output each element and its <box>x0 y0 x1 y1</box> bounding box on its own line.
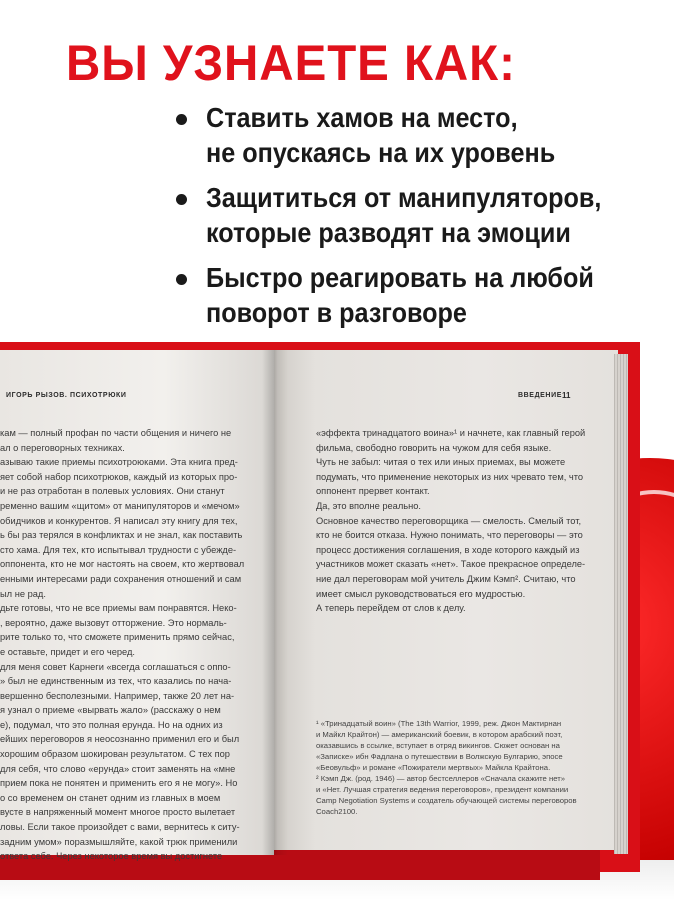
text-line: фильма, свободно говорить на чужом для себя языке. <box>316 442 552 453</box>
text-line: вусте в напряженный момент многое просто вылетает <box>0 807 236 818</box>
text-line: хорошим образом шокирован результатом. С тех пор <box>0 749 230 760</box>
text-line: ыл не рад. <box>0 588 46 599</box>
text-line: е оставьте, придет и его черед. <box>0 646 136 657</box>
text-line: о со временем он станет одним из главных в моем <box>0 792 221 803</box>
text-line: Чуть не забыл: читая о тех или иных приемах, вы можете <box>316 457 566 468</box>
text-line: ¹ «Тринадцатый воин» (The 13th Warrior, 1999, реж. Джон Мактирнан <box>316 719 562 728</box>
book-gutter <box>262 350 288 855</box>
open-book-photo <box>0 330 674 899</box>
benefit-line: поворот в разговоре <box>206 297 467 328</box>
text-line: дьте готовы, что не все приемы вам понравятся. Неко- <box>0 603 237 614</box>
text-line: и Майкл Крайтон) — американский боевик, в котором арабский поэт, <box>316 730 563 739</box>
text-line: задним умом» поразмышляйте, какой трюк применили <box>0 836 238 847</box>
benefit-line: которые разводят на эмоции <box>206 217 571 248</box>
text-line: азываю такие приемы психотроюками. Эта книга пред- <box>0 457 238 468</box>
text-line: для себя, что слово «ерунда» стоит заменять на «мне <box>0 763 236 774</box>
right-running-head: ВВЕДЕНИЕ <box>518 392 562 399</box>
text-line: ние дал переговорам мой учитель Джим Кэмп². Считаю, что <box>316 573 576 584</box>
text-line: «Беовульф» и романе «Пожиратели мертвых» Майкла Крайтона. <box>316 763 551 772</box>
benefit-list <box>176 100 645 340</box>
text-line: , вероятно, даже вызовут отторжение. Это нормаль- <box>0 617 227 628</box>
text-line: А теперь перейдем от слов к делу. <box>316 603 466 614</box>
text-line: ² Кэмп Дж. (род. 1946) — автор бестселлеров «Сначала скажите нет» <box>316 774 566 783</box>
text-line: ал о переговорных техниках. <box>0 442 125 453</box>
text-line: вершенно бесполезными. Например, также 20 лет на- <box>0 690 235 701</box>
text-line: ответа себе. Через некоторое время вы достигнете <box>0 851 223 862</box>
text-line: кто не боится отказа. Нужно понимать, что переговоры — это <box>316 530 583 541</box>
page-edges <box>614 354 628 854</box>
text-line: участников может сказать «нет». Такое прекрасное определе- <box>316 559 586 570</box>
left-running-head: ИГОРЬ РЫЗОВ. ПСИХОТРЮКИ <box>6 392 127 399</box>
benefit-line: не опускаясь на их уровень <box>206 137 556 168</box>
text-line: кам — полный профан по части общения и ничего не <box>0 428 232 438</box>
text-line: я узнал о приеме «вырвать жало» (расскажу о нем <box>0 705 221 716</box>
text-line: ременно вашим «щитом» от манипуляторов и «мечом» <box>0 500 240 511</box>
benefit-item <box>176 180 645 250</box>
text-line: рите только то, что сможете применить прямо сейчас, <box>0 632 235 643</box>
benefit-item <box>176 100 645 170</box>
text-line: Да, это вполне реально. <box>316 500 421 511</box>
left-page-text <box>0 426 250 864</box>
text-line: процесс достижения соглашения, в ходе которого каждый из <box>316 544 580 555</box>
benefit-line: Быстро реагировать на любой <box>206 262 594 293</box>
benefit-line: Ставить хамов на место, <box>206 102 518 133</box>
text-line: оппонент прервет контакт. <box>316 486 430 497</box>
text-line: имеет смысл руководствоваться его мудростью. <box>316 588 526 599</box>
text-line: яет собой набор психотрюков, каждый из которых про- <box>0 471 238 482</box>
text-line: подумать, что применение некоторых из них чревато тем, что <box>316 471 584 482</box>
right-page-text <box>316 426 584 616</box>
page-number: 11 <box>562 391 571 400</box>
text-line: ейших переговоров я неосознанно применил его и был <box>0 734 240 745</box>
text-line: Основное качество переговорщика — смелость. Смелый тот, <box>316 515 582 526</box>
text-line: «эффекта тринадцатого воина»¹ и начнете, как главный герой <box>316 428 586 438</box>
text-line: «Записке» ибн Фадлана о путешествии в Волжскую Булгарию, эпосе <box>316 752 563 761</box>
text-line: оппонента, кто не мог настоять на своем, кто жертвовал <box>0 559 245 570</box>
bullet-dot-icon <box>176 114 187 125</box>
text-line: е), подумал, что это полная ерунда. Но на одних из <box>0 719 223 730</box>
bullet-dot-icon <box>176 274 187 285</box>
text-line: обидчиков и конкурентов. Я написал эту книгу для тех, <box>0 515 238 526</box>
text-line: сто хама. Для тех, кто испытывал трудности с убежде- <box>0 544 237 555</box>
text-line: » был не единственным из тех, что казались по нача- <box>0 676 232 687</box>
text-line: ь бы раз терялся в конфликтах и не знал, как поставить <box>0 530 243 541</box>
text-line: Camp Negotiation Systems и создатель обучающей системы переговоров <box>316 796 577 805</box>
text-line: енными интересами ради сохранения отношений и сам <box>0 573 242 584</box>
benefit-line: Защититься от манипуляторов, <box>206 182 602 213</box>
bullet-dot-icon <box>176 194 187 205</box>
footnotes <box>316 718 584 817</box>
text-line: прием пока не понятен и применить его я не могу». Но <box>0 778 238 789</box>
text-line: для меня совет Карнеги «всегда соглашаться с оппо- <box>0 661 231 672</box>
text-line: оказавшись в ссылке, вступает в отряд викингов. Сюжет основан на <box>316 741 560 750</box>
headline: ВЫ УЗНАЕТЕ КАК: <box>66 35 516 91</box>
benefit-item <box>176 260 645 330</box>
text-line: и не раз отработан в полевых условиях. Они станут <box>0 486 225 497</box>
text-line: и «Нет. Лучшая стратегия ведения переговоров», президент компании <box>316 785 569 794</box>
text-line: ловы. Если такое произойдет с вами, вернитесь к ситу- <box>0 822 240 833</box>
text-line: Coach2100. <box>316 807 358 816</box>
